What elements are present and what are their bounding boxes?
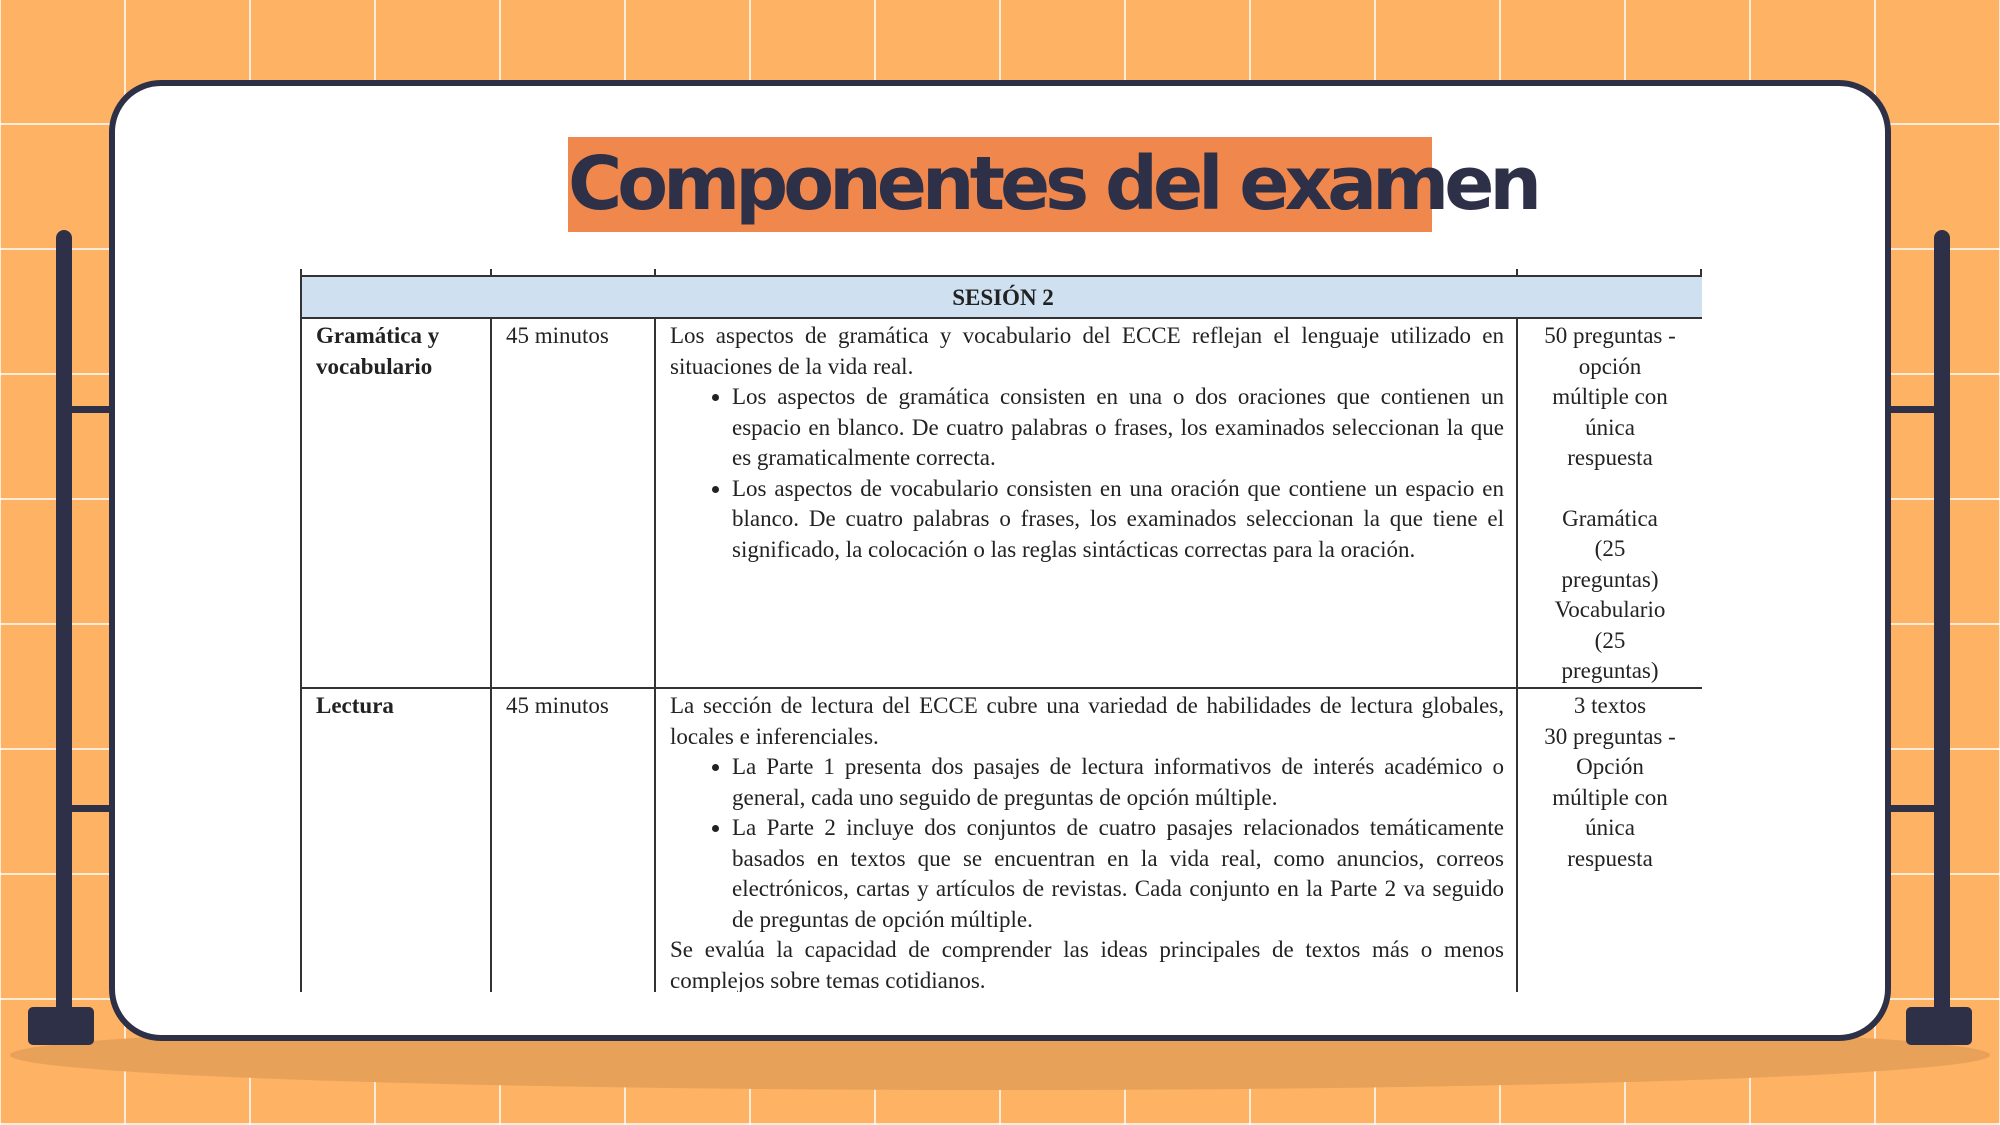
description-cell — [655, 688, 1517, 992]
left-frame-post — [56, 230, 72, 1020]
description-bullets — [670, 382, 1504, 565]
count-line: respuesta — [1567, 445, 1653, 470]
count-line: 30 preguntas - — [1544, 723, 1676, 749]
count-line: 50 preguntas - — [1544, 323, 1676, 348]
count-line: Gramática — [1562, 505, 1658, 531]
count-line: respuesta — [1567, 845, 1653, 871]
exam-components-table-image — [300, 275, 1702, 992]
count-line: Opción — [1576, 754, 1644, 779]
session-header: SESIÓN 2 — [301, 276, 1702, 318]
question-count-cell — [1517, 688, 1702, 992]
description-intro: Los aspectos de gramática y vocabulario del ECCE reflejan el lenguaje utilizado en situaciones de la vida real. — [670, 323, 1504, 379]
left-frame-base — [28, 1007, 94, 1045]
count-line: preguntas) — [1561, 566, 1659, 592]
exam-components-table — [300, 275, 1702, 992]
right-frame-rail-upper — [1886, 406, 1938, 413]
count-line: preguntas) — [1561, 658, 1659, 683]
count-line: múltiple con — [1552, 384, 1668, 409]
left-frame-rail-lower — [64, 805, 114, 812]
description-cell — [655, 318, 1517, 688]
description-intro: La sección de lectura del ECCE cubre una variedad de habilidades de lectura globales, locales e inferenciales. — [670, 693, 1504, 749]
question-count-cell — [1517, 318, 1702, 688]
table-row-grammar — [301, 318, 1702, 688]
count-line: 3 textos — [1573, 693, 1647, 718]
count-line: opción — [1578, 353, 1642, 379]
bullet-item: • La Parte 2 incluye dos conjuntos de cuatro pasajes relacionados temáticamente basados en textos que se encuentran en la vida real, como anuncios, correos electrónicos, cartas y artículos de revistas. Cada conjunto en la Parte 2 va seguido de preguntas de opción múltiple. — [732, 813, 1504, 935]
area-cell: Gramática y vocabulario — [301, 318, 491, 688]
area-cell: Lectura — [301, 688, 491, 992]
count-line: múltiple con — [1552, 784, 1668, 810]
time-cell: 45 minutos — [491, 318, 655, 688]
time-cell: 45 minutos — [491, 688, 655, 992]
description-outro: Se evalúa la capacidad de comprender las ideas principales de textos más o menos complejos sobre temas cotidianos. — [670, 937, 1504, 992]
count-line: (25 — [1594, 536, 1626, 561]
count-line: (25 — [1594, 627, 1626, 653]
description-bullets — [670, 752, 1504, 935]
bullet-item: • Los aspectos de gramática consisten en una o dos oraciones que contienen un espacio en blanco. De cuatro palabras o frases, los examinados seleccionan la que es gramaticalmente correcta. — [732, 382, 1504, 474]
left-frame-rail-upper — [64, 406, 114, 413]
table-row-reading — [301, 688, 1702, 992]
bullet-item: • La Parte 1 presenta dos pasajes de lectura informativos de interés académico o general, cada uno seguido de preguntas de opción múltiple. — [732, 752, 1504, 813]
right-frame-rail-lower — [1886, 805, 1938, 812]
right-frame-post — [1934, 230, 1950, 1020]
slide-title: Componentes del examen — [568, 137, 1432, 232]
count-line: Vocabulario — [1554, 597, 1666, 622]
count-line-gap — [1524, 474, 1696, 504]
bullet-item: • Los aspectos de vocabulario consisten en una oración que contiene un espacio en blanco. De cuatro palabras o frases, los examinados seleccionan la que tiene el significado, la colocación o las reglas sintácticas correctas para la oración. — [732, 474, 1504, 566]
count-line: única — [1585, 414, 1635, 440]
right-frame-base — [1906, 1007, 1972, 1045]
count-line: única — [1585, 815, 1635, 840]
